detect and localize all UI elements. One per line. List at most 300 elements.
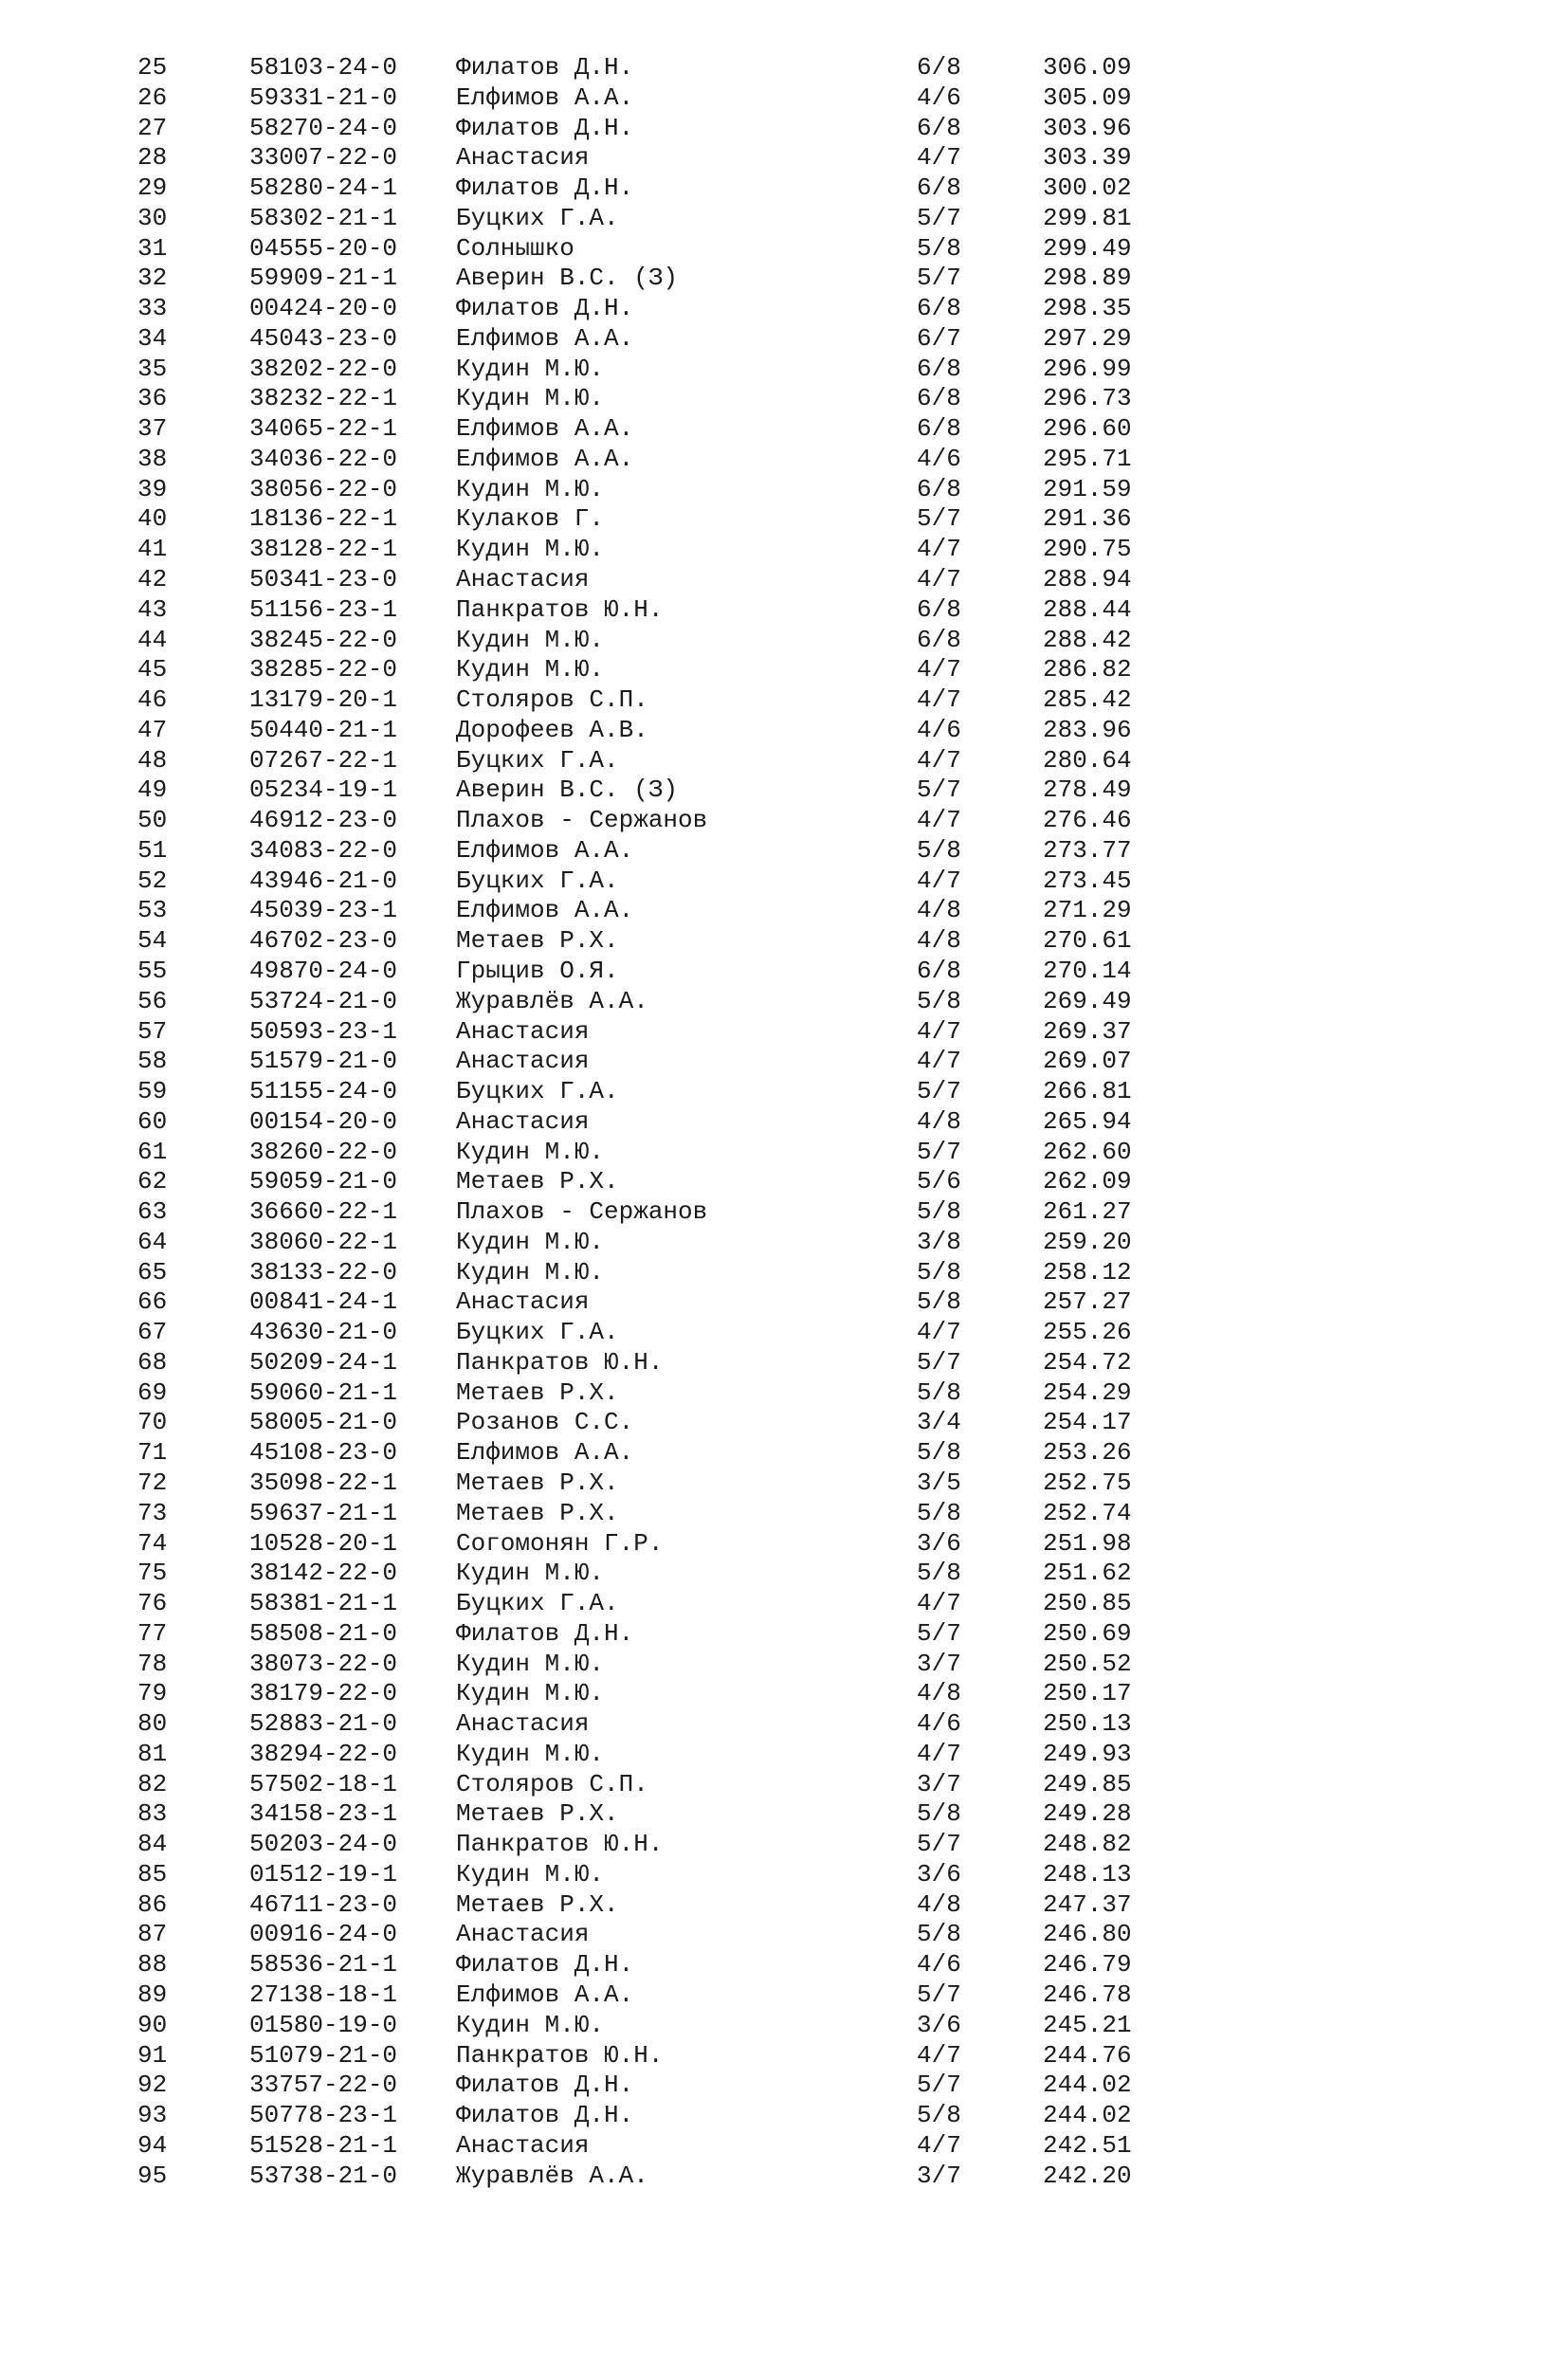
owner-name-cell: Буцких Г.А. (456, 1589, 619, 1618)
table-row (0, 1107, 1568, 1138)
place-cell: 62 (137, 1167, 168, 1196)
owner-name-cell: Кудин М.Ю. (456, 1679, 605, 1708)
table-row (0, 1830, 1568, 1860)
owner-name-cell: Анастасия (456, 143, 590, 173)
ring-number-cell: 27138-18-1 (249, 1980, 398, 2009)
table-row (0, 264, 1568, 294)
table-row (0, 836, 1568, 867)
score-cell: 5/8 (917, 1559, 961, 1588)
score-cell: 4/7 (917, 535, 961, 564)
owner-name-cell: Кудин М.Ю. (456, 1739, 605, 1768)
ring-number-cell: 34083-22-0 (249, 835, 398, 865)
ring-number-cell: 38060-22-1 (249, 1227, 398, 1256)
table-row (0, 324, 1568, 355)
owner-name-cell: Метаев Р.Х. (456, 1498, 619, 1527)
place-cell: 78 (137, 1649, 168, 1678)
table-row (0, 1890, 1568, 1921)
speed-cell: 250.13 (1043, 1709, 1132, 1739)
owner-name-cell: Кудин М.Ю. (456, 655, 605, 684)
score-cell: 4/7 (917, 1589, 961, 1618)
ring-number-cell: 00424-20-0 (249, 294, 398, 323)
score-cell: 6/7 (917, 323, 961, 353)
ring-number-cell: 43946-21-0 (249, 866, 398, 895)
speed-cell: 262.60 (1043, 1137, 1132, 1166)
speed-cell: 305.09 (1043, 82, 1132, 112)
table-row (0, 535, 1568, 565)
score-cell: 5/8 (917, 1498, 961, 1527)
ring-number-cell: 51156-23-1 (249, 594, 398, 624)
ring-number-cell: 01512-19-1 (249, 1859, 398, 1888)
score-cell: 4/6 (917, 444, 961, 473)
table-row (0, 626, 1568, 656)
speed-cell: 299.81 (1043, 203, 1132, 232)
score-cell: 4/7 (917, 565, 961, 594)
speed-cell: 244.02 (1043, 2101, 1132, 2130)
owner-name-cell: Кудин М.Ю. (456, 1257, 605, 1286)
speed-cell: 254.29 (1043, 1378, 1132, 1407)
table-row (0, 1619, 1568, 1650)
ring-number-cell: 58103-24-0 (249, 53, 398, 82)
score-cell: 4/8 (917, 926, 961, 956)
table-row (0, 1980, 1568, 2011)
ring-number-cell: 52883-21-0 (249, 1709, 398, 1739)
place-cell: 71 (137, 1438, 168, 1468)
ring-number-cell: 58381-21-1 (249, 1589, 398, 1618)
owner-name-cell: Филатов Д.Н. (456, 1950, 634, 1980)
ring-number-cell: 58280-24-1 (249, 173, 398, 203)
speed-cell: 242.20 (1043, 2161, 1132, 2190)
ring-number-cell: 00916-24-0 (249, 1920, 398, 1949)
score-cell: 6/8 (917, 354, 961, 383)
table-row (0, 746, 1568, 776)
score-cell: 3/6 (917, 1528, 961, 1558)
place-cell: 48 (137, 745, 168, 775)
place-cell: 60 (137, 1106, 168, 1136)
owner-name-cell: Согомонян Г.Р. (456, 1528, 664, 1558)
score-cell: 5/8 (917, 1920, 961, 1949)
score-cell: 5/7 (917, 2071, 961, 2100)
table-row (0, 1017, 1568, 1048)
place-cell: 86 (137, 1889, 168, 1919)
score-cell: 4/7 (917, 143, 961, 173)
place-cell: 53 (137, 896, 168, 925)
speed-cell: 257.27 (1043, 1287, 1132, 1317)
score-cell: 4/7 (917, 685, 961, 715)
speed-cell: 276.46 (1043, 806, 1132, 835)
speed-cell: 300.02 (1043, 173, 1132, 203)
speed-cell: 303.96 (1043, 113, 1132, 142)
table-row (0, 504, 1568, 535)
place-cell: 47 (137, 715, 168, 744)
owner-name-cell: Буцких Г.А. (456, 866, 619, 895)
place-cell: 87 (137, 1920, 168, 1949)
owner-name-cell: Елфимов А.А. (456, 896, 634, 925)
speed-cell: 291.36 (1043, 504, 1132, 534)
speed-cell: 291.59 (1043, 474, 1132, 503)
score-cell: 3/5 (917, 1468, 961, 1497)
table-row (0, 114, 1568, 144)
table-row (0, 867, 1568, 897)
score-cell: 3/7 (917, 1649, 961, 1678)
place-cell: 57 (137, 1016, 168, 1046)
table-row (0, 2162, 1568, 2192)
ring-number-cell: 53738-21-0 (249, 2161, 398, 2190)
owner-name-cell: Аверин В.С. (З) (456, 775, 679, 805)
ring-number-cell: 18136-22-1 (249, 504, 398, 534)
score-cell: 5/8 (917, 233, 961, 263)
place-cell: 33 (137, 294, 168, 323)
place-cell: 83 (137, 1799, 168, 1829)
table-row (0, 1740, 1568, 1770)
score-cell: 5/8 (917, 2101, 961, 2130)
table-row (0, 234, 1568, 265)
place-cell: 55 (137, 956, 168, 985)
place-cell: 79 (137, 1679, 168, 1708)
score-cell: 5/6 (917, 1167, 961, 1196)
ring-number-cell: 43630-21-0 (249, 1318, 398, 1347)
place-cell: 90 (137, 2010, 168, 2039)
place-cell: 82 (137, 1769, 168, 1798)
place-cell: 54 (137, 926, 168, 956)
owner-name-cell: Панкратов Ю.Н. (456, 1347, 664, 1377)
ring-number-cell: 38128-22-1 (249, 535, 398, 564)
table-row (0, 204, 1568, 234)
owner-name-cell: Анастасия (456, 1287, 590, 1317)
place-cell: 31 (137, 233, 168, 263)
ring-number-cell: 38260-22-0 (249, 1137, 398, 1166)
place-cell: 91 (137, 2040, 168, 2070)
owner-name-cell: Столяров С.П. (456, 685, 648, 715)
ring-number-cell: 49870-24-0 (249, 956, 398, 985)
owner-name-cell: Аверин В.С. (З) (456, 264, 679, 293)
owner-name-cell: Анастасия (456, 1920, 590, 1949)
score-cell: 4/7 (917, 1047, 961, 1076)
score-cell: 5/8 (917, 1197, 961, 1227)
owner-name-cell: Анастасия (456, 1106, 590, 1136)
table-row (0, 1167, 1568, 1197)
owner-name-cell: Филатов Д.Н. (456, 53, 634, 82)
place-cell: 40 (137, 504, 168, 534)
place-cell: 26 (137, 82, 168, 112)
ring-number-cell: 38245-22-0 (249, 625, 398, 654)
table-row (0, 957, 1568, 987)
owner-name-cell: Метаев Р.Х. (456, 926, 619, 956)
owner-name-cell: Анастасия (456, 1709, 590, 1739)
table-row (0, 565, 1568, 595)
score-cell: 5/7 (917, 1077, 961, 1106)
score-cell: 3/8 (917, 1227, 961, 1256)
place-cell: 92 (137, 2071, 168, 2100)
score-cell: 4/6 (917, 82, 961, 112)
place-cell: 58 (137, 1047, 168, 1076)
table-row (0, 1258, 1568, 1288)
ring-number-cell: 34158-23-1 (249, 1799, 398, 1829)
ring-number-cell: 59059-21-0 (249, 1167, 398, 1196)
owner-name-cell: Кудин М.Ю. (456, 1649, 605, 1678)
place-cell: 36 (137, 384, 168, 413)
place-cell: 84 (137, 1830, 168, 1859)
place-cell: 28 (137, 143, 168, 173)
place-cell: 41 (137, 535, 168, 564)
ring-number-cell: 58302-21-1 (249, 203, 398, 232)
score-cell: 5/7 (917, 264, 961, 293)
table-row (0, 83, 1568, 114)
place-cell: 94 (137, 2130, 168, 2160)
table-row (0, 1860, 1568, 1890)
score-cell: 4/8 (917, 896, 961, 925)
place-cell: 59 (137, 1077, 168, 1106)
score-cell: 3/7 (917, 1769, 961, 1798)
table-row (0, 1920, 1568, 1950)
ring-number-cell: 51528-21-1 (249, 2130, 398, 2160)
ring-number-cell: 59331-21-0 (249, 82, 398, 112)
score-cell: 6/8 (917, 113, 961, 142)
score-cell: 3/6 (917, 2010, 961, 2039)
owner-name-cell: Елфимов А.А. (456, 1438, 634, 1468)
speed-cell: 265.94 (1043, 1106, 1132, 1136)
place-cell: 50 (137, 806, 168, 835)
speed-cell: 248.82 (1043, 1830, 1132, 1859)
speed-cell: 273.77 (1043, 835, 1132, 865)
table-row (0, 1287, 1568, 1318)
place-cell: 46 (137, 685, 168, 715)
ring-number-cell: 45039-23-1 (249, 896, 398, 925)
score-cell: 6/8 (917, 294, 961, 323)
speed-cell: 269.07 (1043, 1047, 1132, 1076)
owner-name-cell: Буцких Г.А. (456, 1318, 619, 1347)
table-row (0, 1499, 1568, 1529)
table-row (0, 294, 1568, 324)
speed-cell: 298.35 (1043, 294, 1132, 323)
ring-number-cell: 58536-21-1 (249, 1950, 398, 1980)
place-cell: 30 (137, 203, 168, 232)
place-cell: 37 (137, 414, 168, 444)
place-cell: 42 (137, 565, 168, 594)
table-row (0, 1047, 1568, 1077)
speed-cell: 249.85 (1043, 1769, 1132, 1798)
table-row (0, 475, 1568, 505)
ring-number-cell: 38179-22-0 (249, 1679, 398, 1708)
place-cell: 43 (137, 594, 168, 624)
table-row (0, 1469, 1568, 1499)
speed-cell: 252.75 (1043, 1468, 1132, 1497)
ring-number-cell: 01580-19-0 (249, 2010, 398, 2039)
score-cell: 5/8 (917, 1257, 961, 1286)
table-row (0, 1378, 1568, 1409)
owner-name-cell: Кудин М.Ю. (456, 384, 605, 413)
place-cell: 66 (137, 1287, 168, 1317)
score-cell: 4/7 (917, 2040, 961, 2070)
speed-cell: 244.02 (1043, 2071, 1132, 2100)
ring-number-cell: 51079-21-0 (249, 2040, 398, 2070)
speed-cell: 290.75 (1043, 535, 1132, 564)
score-cell: 5/8 (917, 835, 961, 865)
score-cell: 5/7 (917, 203, 961, 232)
speed-cell: 250.52 (1043, 1649, 1132, 1678)
place-cell: 61 (137, 1137, 168, 1166)
score-cell: 6/8 (917, 53, 961, 82)
table-row (0, 1228, 1568, 1258)
ring-number-cell: 50593-23-1 (249, 1016, 398, 1046)
speed-cell: 297.29 (1043, 323, 1132, 353)
owner-name-cell: Панкратов Ю.Н. (456, 594, 664, 624)
speed-cell: 250.17 (1043, 1679, 1132, 1708)
speed-cell: 295.71 (1043, 444, 1132, 473)
place-cell: 89 (137, 1980, 168, 2009)
ring-number-cell: 45108-23-0 (249, 1438, 398, 1468)
ring-number-cell: 51579-21-0 (249, 1047, 398, 1076)
ring-number-cell: 59060-21-1 (249, 1378, 398, 1407)
speed-cell: 250.69 (1043, 1618, 1132, 1648)
score-cell: 3/6 (917, 1859, 961, 1888)
score-cell: 4/7 (917, 2130, 961, 2160)
owner-name-cell: Столяров С.П. (456, 1769, 648, 1798)
ring-number-cell: 50440-21-1 (249, 715, 398, 744)
results-table (0, 53, 1568, 2191)
table-row (0, 685, 1568, 716)
ring-number-cell: 59909-21-1 (249, 264, 398, 293)
ring-number-cell: 38232-22-1 (249, 384, 398, 413)
score-cell: 5/7 (917, 1980, 961, 2009)
speed-cell: 270.61 (1043, 926, 1132, 956)
place-cell: 93 (137, 2101, 168, 2130)
table-row (0, 1529, 1568, 1560)
table-row (0, 1709, 1568, 1740)
score-cell: 3/7 (917, 2161, 961, 2190)
speed-cell: 255.26 (1043, 1318, 1132, 1347)
table-row (0, 2011, 1568, 2041)
speed-cell: 288.42 (1043, 625, 1132, 654)
ring-number-cell: 36660-22-1 (249, 1197, 398, 1227)
speed-cell: 261.27 (1043, 1197, 1132, 1227)
ring-number-cell: 50203-24-0 (249, 1830, 398, 1859)
table-row (0, 1650, 1568, 1680)
owner-name-cell: Метаев Р.Х. (456, 1468, 619, 1497)
owner-name-cell: Кудин М.Ю. (456, 1137, 605, 1166)
owner-name-cell: Панкратов Ю.Н. (456, 2040, 664, 2070)
speed-cell: 280.64 (1043, 745, 1132, 775)
place-cell: 64 (137, 1227, 168, 1256)
score-cell: 4/7 (917, 1739, 961, 1768)
place-cell: 74 (137, 1528, 168, 1558)
table-row (0, 595, 1568, 626)
table-row (0, 1318, 1568, 1348)
score-cell: 4/7 (917, 745, 961, 775)
place-cell: 52 (137, 866, 168, 895)
owner-name-cell: Елфимов А.А. (456, 444, 634, 473)
score-cell: 5/8 (917, 1438, 961, 1468)
speed-cell: 245.21 (1043, 2010, 1132, 2039)
owner-name-cell: Кудин М.Ю. (456, 1227, 605, 1256)
score-cell: 5/7 (917, 1618, 961, 1648)
owner-name-cell: Грыцив О.Я. (456, 956, 619, 985)
speed-cell: 278.49 (1043, 775, 1132, 805)
owner-name-cell: Кудин М.Ю. (456, 354, 605, 383)
speed-cell: 288.94 (1043, 565, 1132, 594)
table-row (0, 384, 1568, 414)
speed-cell: 251.98 (1043, 1528, 1132, 1558)
speed-cell: 254.17 (1043, 1408, 1132, 1437)
ring-number-cell: 05234-19-1 (249, 775, 398, 805)
table-row (0, 1408, 1568, 1438)
owner-name-cell: Кудин М.Ю. (456, 1859, 605, 1888)
score-cell: 4/7 (917, 866, 961, 895)
speed-cell: 285.42 (1043, 685, 1132, 715)
ring-number-cell: 50778-23-1 (249, 2101, 398, 2130)
ring-number-cell: 00154-20-0 (249, 1106, 398, 1136)
ring-number-cell: 58508-21-0 (249, 1618, 398, 1648)
speed-cell: 259.20 (1043, 1227, 1132, 1256)
score-cell: 4/6 (917, 1709, 961, 1739)
table-row (0, 1950, 1568, 1980)
table-row (0, 445, 1568, 475)
table-row (0, 655, 1568, 685)
owner-name-cell: Елфимов А.А. (456, 835, 634, 865)
table-row (0, 716, 1568, 746)
ring-number-cell: 45043-23-0 (249, 323, 398, 353)
table-row (0, 2131, 1568, 2162)
speed-cell: 303.39 (1043, 143, 1132, 173)
table-row (0, 143, 1568, 173)
table-row (0, 1138, 1568, 1168)
speed-cell: 273.45 (1043, 866, 1132, 895)
place-cell: 76 (137, 1589, 168, 1618)
place-cell: 80 (137, 1709, 168, 1739)
owner-name-cell: Журавлёв А.А. (456, 986, 648, 1015)
speed-cell: 298.89 (1043, 264, 1132, 293)
score-cell: 5/7 (917, 775, 961, 805)
score-cell: 3/4 (917, 1408, 961, 1437)
owner-name-cell: Елфимов А.А. (456, 82, 634, 112)
owner-name-cell: Филатов Д.Н. (456, 294, 634, 323)
score-cell: 5/7 (917, 1830, 961, 1859)
owner-name-cell: Панкратов Ю.Н. (456, 1830, 664, 1859)
owner-name-cell: Кудин М.Ю. (456, 625, 605, 654)
place-cell: 88 (137, 1950, 168, 1980)
place-cell: 65 (137, 1257, 168, 1286)
owner-name-cell: Кудин М.Ю. (456, 1559, 605, 1588)
table-row (0, 1770, 1568, 1800)
ring-number-cell: 38202-22-0 (249, 354, 398, 383)
owner-name-cell: Солнышко (456, 233, 574, 263)
owner-name-cell: Кудин М.Ю. (456, 474, 605, 503)
place-cell: 81 (137, 1739, 168, 1768)
ring-number-cell: 33757-22-0 (249, 2071, 398, 2100)
speed-cell: 244.76 (1043, 2040, 1132, 2070)
owner-name-cell: Дорофеев А.В. (456, 715, 648, 744)
table-row (0, 926, 1568, 957)
speed-cell: 246.79 (1043, 1950, 1132, 1980)
table-row (0, 1197, 1568, 1228)
table-row (0, 414, 1568, 445)
owner-name-cell: Елфимов А.А. (456, 323, 634, 353)
speed-cell: 266.81 (1043, 1077, 1132, 1106)
place-cell: 72 (137, 1468, 168, 1497)
ring-number-cell: 13179-20-1 (249, 685, 398, 715)
ring-number-cell: 53724-21-0 (249, 986, 398, 1015)
speed-cell: 283.96 (1043, 715, 1132, 744)
speed-cell: 247.37 (1043, 1889, 1132, 1919)
place-cell: 29 (137, 173, 168, 203)
place-cell: 49 (137, 775, 168, 805)
ring-number-cell: 38133-22-0 (249, 1257, 398, 1286)
score-cell: 4/7 (917, 806, 961, 835)
speed-cell: 269.49 (1043, 986, 1132, 1015)
ring-number-cell: 57502-18-1 (249, 1769, 398, 1798)
place-cell: 85 (137, 1859, 168, 1888)
score-cell: 6/8 (917, 474, 961, 503)
speed-cell: 262.09 (1043, 1167, 1132, 1196)
